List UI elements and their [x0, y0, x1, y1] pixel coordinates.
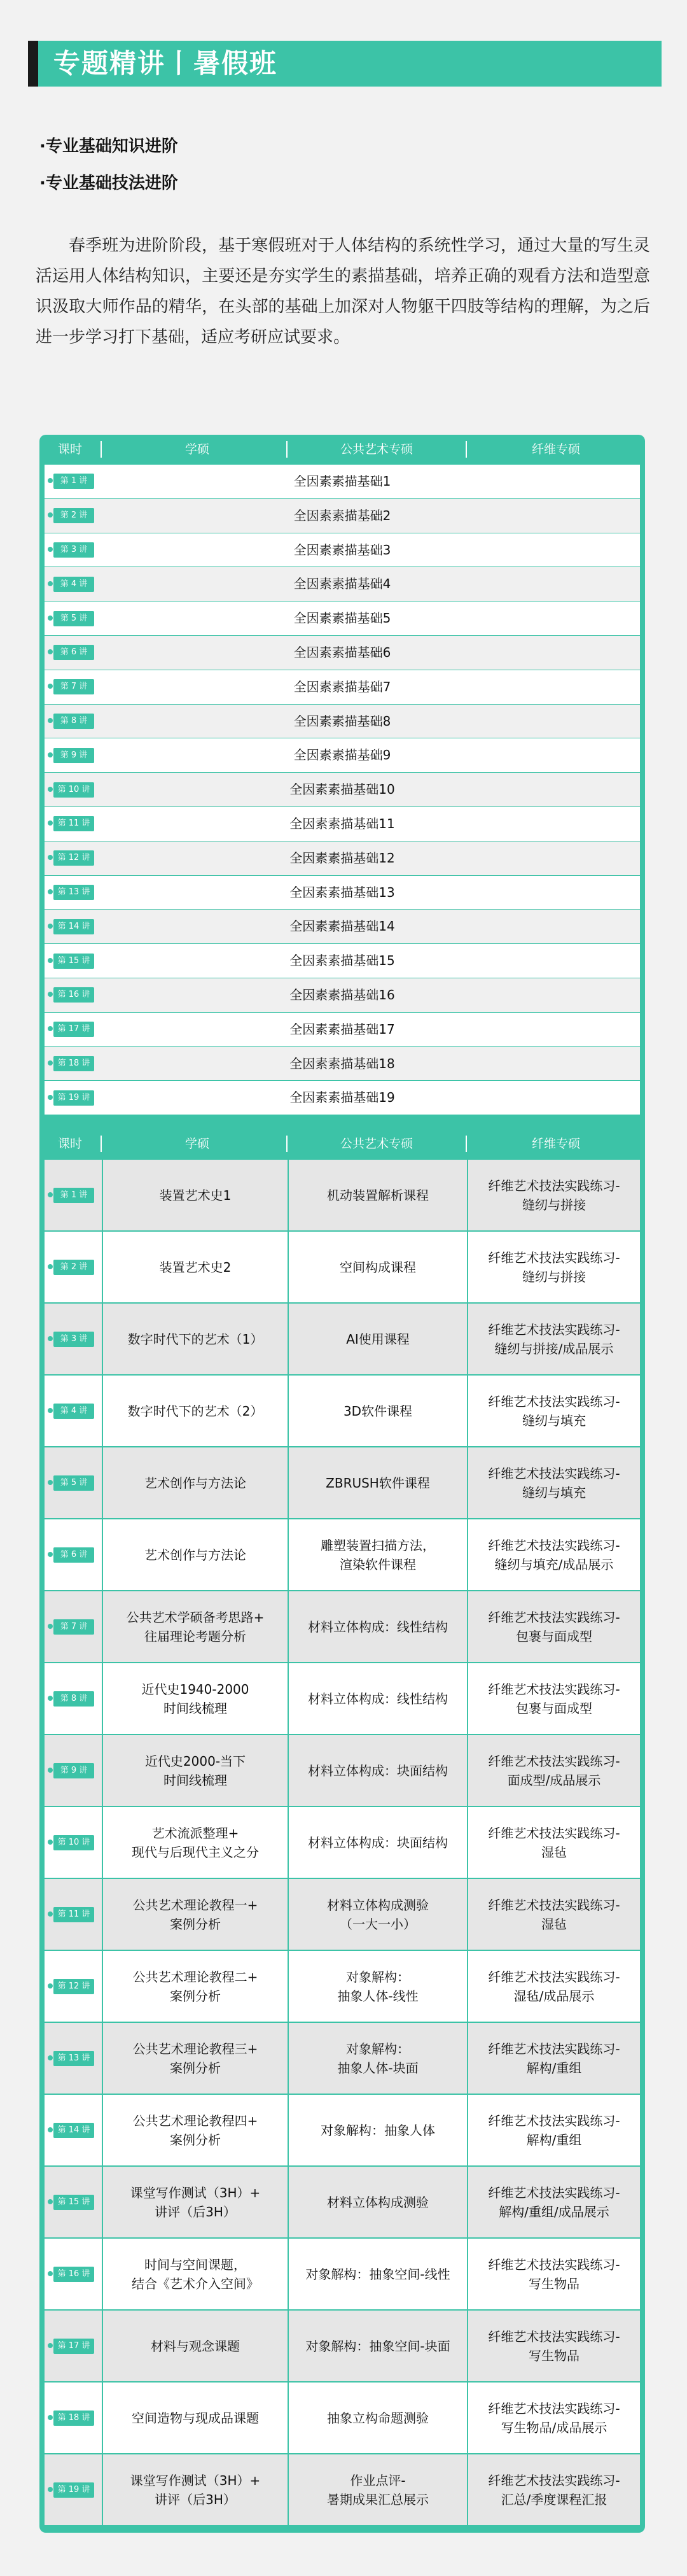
- gonggong-content: 作业点评- 暑期成果汇总展示: [327, 2472, 429, 2507]
- lesson-badge: 第 8 讲: [53, 714, 94, 729]
- table-header: [39, 1129, 645, 1158]
- lesson-badge: 第 9 讲: [53, 1763, 94, 1778]
- key-point: ·专业基础技法进阶: [39, 174, 178, 193]
- lesson-badge: 第 2 讲: [53, 508, 94, 523]
- course-content: 全因素素描基础7: [293, 679, 391, 694]
- lesson-badge: 第 17 讲: [53, 2339, 94, 2354]
- table-row: [45, 2023, 640, 2094]
- column-header-lesson: 课时: [57, 1137, 82, 1151]
- table-row: [45, 978, 640, 1012]
- course-content: 全因素素描基础1: [293, 474, 391, 489]
- column-header-gonggong: 公共艺术专硕: [340, 1137, 413, 1151]
- xianwei-content: 纤维艺术技法实践练习- 缝纫与填充/成品展示: [488, 1537, 620, 1572]
- lesson-badge: 第 15 讲: [53, 2195, 94, 2210]
- table-row: [45, 2167, 640, 2237]
- lesson-badge: 第 18 讲: [53, 1056, 94, 1071]
- gonggong-content: 抽象立构命题测验: [327, 2410, 429, 2426]
- course-content: 全因素素描基础16: [289, 987, 395, 1003]
- table-row: [45, 944, 640, 978]
- table-row: [45, 876, 640, 910]
- table-row: [45, 1663, 640, 1734]
- xianwei-content: 纤维艺术技法实践练习- 包裹与面成型: [488, 1681, 620, 1716]
- page-title: 专题精讲丨暑假班: [53, 48, 278, 79]
- xueshuo-content: 公共艺术学硕备考思路+ 往届理论考题分析: [126, 1609, 265, 1644]
- lesson-badge: 第 15 讲: [53, 954, 94, 969]
- xianwei-content: 纤维艺术技法实践练习- 缝纫与拼接: [488, 1249, 620, 1284]
- column-header-xianwei: 纤维专硕: [531, 442, 580, 456]
- course-content: 全因素素描基础14: [289, 918, 395, 934]
- xianwei-content: 纤维艺术技法实践练习- 解构/重组: [488, 2041, 620, 2076]
- xianwei-content: 纤维艺术技法实践练习- 写生物品/成品展示: [488, 2400, 620, 2435]
- lesson-badge: 第 6 讲: [53, 1547, 94, 1563]
- table-row: [45, 2239, 640, 2309]
- table-row: [45, 2382, 640, 2453]
- lesson-badge: 第 14 讲: [53, 2123, 94, 2138]
- gonggong-content: 材料立体构成：块面结构: [308, 1763, 448, 1778]
- table-row: [45, 1735, 640, 1806]
- table-row: [45, 1304, 640, 1374]
- lesson-badge: 第 16 讲: [53, 987, 94, 1003]
- xueshuo-content: 公共艺术理论教程二+ 案例分析: [132, 1969, 258, 2004]
- lesson-badge: 第 6 讲: [53, 645, 94, 660]
- column-header-gonggong: 公共艺术专硕: [340, 442, 413, 456]
- gonggong-content: 3D软件课程: [343, 1403, 413, 1419]
- lesson-badge: 第 3 讲: [53, 1332, 94, 1347]
- lesson-badge: 第 17 讲: [53, 1022, 94, 1037]
- course-content: 全因素素描基础10: [289, 782, 395, 798]
- xueshuo-content: 艺术创作与方法论: [144, 1547, 246, 1563]
- lesson-badge: 第 1 讲: [53, 1188, 94, 1203]
- gonggong-content: 材料立体构成测验 （一大一小）: [327, 1897, 429, 1932]
- course-content: 全因素素描基础15: [289, 953, 395, 969]
- gonggong-content: 雕塑装置扫描方法， 渲染软件课程: [321, 1537, 435, 1572]
- lesson-badge: 第 5 讲: [53, 611, 94, 626]
- xueshuo-content: 艺术创作与方法论: [144, 1475, 246, 1491]
- table-header: [39, 435, 645, 464]
- course-content: 全因素素描基础4: [293, 576, 391, 592]
- lesson-badge: 第 7 讲: [53, 1619, 94, 1635]
- key-point: ·专业基础知识进阶: [39, 137, 178, 156]
- xueshuo-content: 装置艺术史1: [159, 1187, 232, 1203]
- gonggong-content: 空间构成课程: [340, 1259, 416, 1275]
- xianwei-content: 纤维艺术技法实践练习- 写生物品: [488, 2256, 620, 2291]
- table-row: [45, 807, 640, 841]
- lesson-badge: 第 1 讲: [53, 474, 94, 489]
- course-content: 全因素素描基础12: [289, 850, 395, 866]
- xianwei-content: 纤维艺术技法实践练习- 解构/重组/成品展示: [488, 2185, 620, 2220]
- gonggong-content: 材料立体构成：块面结构: [308, 1834, 448, 1850]
- xueshuo-content: 课堂写作测试（3H）+ 讲评（后3H）: [130, 2185, 261, 2220]
- lesson-badge: 第 11 讲: [53, 1907, 94, 1922]
- table-row: [45, 1951, 640, 2022]
- table-row: [45, 705, 640, 738]
- gonggong-content: 对象解构：抽象人体: [321, 2122, 435, 2138]
- lesson-badge: 第 3 讲: [53, 542, 94, 558]
- course-content: 全因素素描基础9: [293, 747, 391, 763]
- header-accent-bar: [28, 41, 38, 87]
- gonggong-content: ZBRUSH软件课程: [326, 1475, 430, 1491]
- table-row: [45, 2095, 640, 2165]
- course-content: 全因素素描基础13: [289, 884, 395, 900]
- table-row: [45, 602, 640, 635]
- course-content: 全因素素描基础8: [293, 713, 391, 729]
- gonggong-content: 对象解构： 抽象人体-块面: [337, 2041, 419, 2076]
- table-row: [45, 738, 640, 772]
- lesson-badge: 第 16 讲: [53, 2267, 94, 2282]
- page-header: [28, 41, 662, 87]
- gonggong-content: 材料立体构成：线性结构: [308, 1691, 448, 1707]
- schedule-table: [39, 435, 645, 2533]
- xueshuo-content: 时间与空间课题， 结合《艺术介入空间》: [132, 2256, 259, 2291]
- gonggong-content: 机动装置解析课程: [327, 1187, 429, 1203]
- course-content: 全因素素描基础5: [293, 610, 391, 626]
- gonggong-content: 材料立体构成：线性结构: [308, 1619, 448, 1635]
- lesson-badge: 第 2 讲: [53, 1260, 94, 1275]
- xueshuo-content: 近代史2000-当下 时间线梳理: [144, 1753, 246, 1788]
- lesson-badge: 第 13 讲: [53, 2051, 94, 2066]
- lesson-badge: 第 12 讲: [53, 850, 94, 866]
- course-content: 全因素素描基础19: [289, 1090, 395, 1106]
- xianwei-content: 纤维艺术技法实践练习- 汇总/季度课程汇报: [488, 2472, 620, 2507]
- table-row: [45, 1232, 640, 1302]
- lesson-badge: 第 12 讲: [53, 1979, 94, 1994]
- table-row: [45, 499, 640, 533]
- table-row: [45, 1013, 640, 1046]
- xueshuo-content: 公共艺术理论教程四+ 案例分析: [132, 2113, 258, 2148]
- table-row: [45, 773, 640, 806]
- table-row: [45, 1519, 640, 1590]
- lesson-badge: 第 11 讲: [53, 816, 94, 831]
- xianwei-content: 纤维艺术技法实践练习- 湿毡: [488, 1825, 620, 1860]
- intro-paragraph: 春季班为进阶阶段，基于寒假班对于人体结构的系统性学习，通过大量的写生灵活运用人体结构知识，主要还是夯实学生的素描基础，培养正确的观看方法和造型意识汲取大师作品的精华，在头部的基础上加深对人物躯干四肢等结构的理解，为之后进一步学习打下基础，适应考研应试要求。: [36, 236, 650, 347]
- xueshuo-content: 空间造物与现成品课题: [132, 2410, 259, 2426]
- column-header-lesson: 课时: [57, 442, 82, 456]
- table-row: [45, 1591, 640, 1662]
- lesson-badge: 第 13 讲: [53, 885, 94, 900]
- lesson-badge: 第 18 讲: [53, 2411, 94, 2426]
- table-row: [45, 533, 640, 567]
- xueshuo-content: 材料与观念课题: [151, 2338, 240, 2354]
- lesson-badge: 第 4 讲: [53, 577, 94, 592]
- xianwei-content: 纤维艺术技法实践练习- 缝纫与拼接: [488, 1178, 620, 1213]
- table-row: [45, 841, 640, 875]
- table-row: [45, 1160, 640, 1230]
- lesson-badge: 第 4 讲: [53, 1404, 94, 1419]
- xueshuo-content: 数字时代下的艺术（2）: [127, 1403, 263, 1419]
- xianwei-content: 纤维艺术技法实践练习- 面成型/成品展示: [488, 1753, 620, 1788]
- key-points: [39, 134, 178, 208]
- table-row: [45, 670, 640, 704]
- xueshuo-content: 装置艺术史2: [159, 1259, 232, 1275]
- lesson-badge: 第 19 讲: [53, 1090, 94, 1106]
- xianwei-content: 纤维艺术技法实践练习- 缝纫与填充: [488, 1393, 620, 1428]
- table-row: [45, 910, 640, 943]
- table-row: [45, 567, 640, 601]
- xianwei-content: 纤维艺术技法实践练习- 缝纫与填充: [488, 1465, 620, 1500]
- course-content: 全因素素描基础2: [293, 507, 391, 523]
- lesson-badge: 第 10 讲: [53, 782, 94, 798]
- gonggong-content: 对象解构： 抽象人体-线性: [337, 1969, 419, 2004]
- lesson-badge: 第 10 讲: [53, 1835, 94, 1850]
- lesson-badge: 第 9 讲: [53, 748, 94, 763]
- column-header-xianwei: 纤维专硕: [531, 1137, 580, 1151]
- table-row: [45, 1081, 640, 1115]
- gonggong-content: AI使用课程: [346, 1331, 410, 1347]
- course-content: 全因素素描基础6: [293, 645, 391, 660]
- table-row: [45, 1447, 640, 1518]
- course-content: 全因素素描基础18: [289, 1055, 395, 1071]
- course-content: 全因素素描基础11: [289, 816, 395, 831]
- gonggong-content: 材料立体构成测验: [327, 2194, 429, 2210]
- table-row: [45, 2454, 640, 2525]
- xianwei-content: 纤维艺术技法实践练习- 解构/重组: [488, 2113, 620, 2148]
- course-content: 全因素素描基础17: [289, 1021, 395, 1037]
- xianwei-content: 纤维艺术技法实践练习- 湿毡: [488, 1897, 620, 1932]
- xueshuo-content: 艺术流派整理+ 现代与后现代主义之分: [132, 1825, 259, 1860]
- course-content: 全因素素描基础3: [293, 542, 391, 558]
- xianwei-content: 纤维艺术技法实践练习- 缝纫与拼接/成品展示: [488, 1321, 620, 1356]
- xueshuo-content: 数字时代下的艺术（1）: [127, 1331, 263, 1347]
- xueshuo-content: 近代史1940-2000 时间线梳理: [141, 1681, 249, 1716]
- column-header-xueshuo: 学硕: [184, 1137, 209, 1151]
- lesson-badge: 第 19 讲: [53, 2482, 94, 2498]
- xueshuo-content: 公共艺术理论教程一+ 案例分析: [132, 1897, 258, 1932]
- table-row: [45, 1376, 640, 1446]
- lesson-badge: 第 5 讲: [53, 1475, 94, 1491]
- gonggong-content: 对象解构：抽象空间-块面: [305, 2338, 450, 2354]
- xianwei-content: 纤维艺术技法实践练习- 包裹与面成型: [488, 1609, 620, 1644]
- table-row: [45, 1879, 640, 1950]
- table-row: [45, 2311, 640, 2381]
- lesson-badge: 第 8 讲: [53, 1691, 94, 1707]
- gonggong-content: 对象解构：抽象空间-线性: [305, 2266, 450, 2282]
- lesson-badge: 第 14 讲: [53, 919, 94, 934]
- table-row: [45, 1047, 640, 1081]
- column-header-xueshuo: 学硕: [184, 442, 209, 456]
- xianwei-content: 纤维艺术技法实践练习- 写生物品: [488, 2328, 620, 2363]
- xueshuo-content: 课堂写作测试（3H）+ 讲评（后3H）: [130, 2472, 261, 2507]
- table-row: [45, 636, 640, 670]
- table-row: [45, 465, 640, 498]
- xianwei-content: 纤维艺术技法实践练习- 湿毡/成品展示: [488, 1969, 620, 2004]
- lesson-badge: 第 7 讲: [53, 679, 94, 694]
- xueshuo-content: 公共艺术理论教程三+ 案例分析: [132, 2041, 258, 2076]
- table-row: [45, 1807, 640, 1878]
